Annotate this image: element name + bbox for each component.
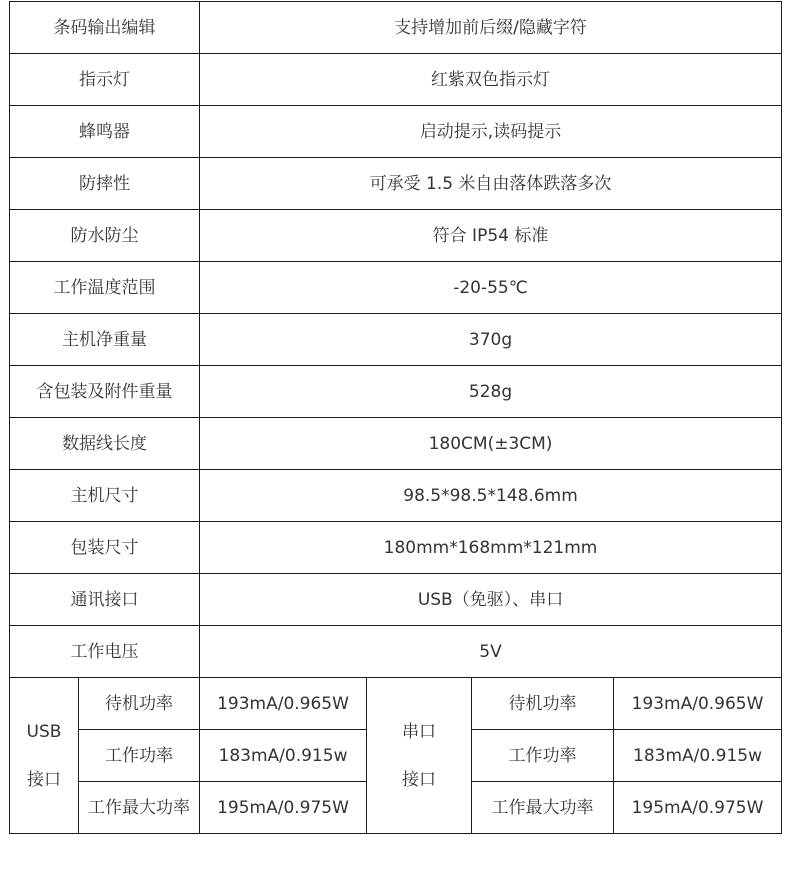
- table-row: [10, 366, 782, 418]
- table-row: [10, 210, 782, 262]
- spec-label: 蜂鸣器: [10, 106, 200, 158]
- table-row: [10, 158, 782, 210]
- spec-label: 防水防尘: [10, 210, 200, 262]
- spec-value: 可承受 1.5 米自由落体跌落多次: [200, 158, 782, 210]
- spec-value: -20-55℃: [200, 262, 782, 314]
- spec-label: 包装尺寸: [10, 522, 200, 574]
- serial-power-value: 193mA/0.965W: [614, 678, 782, 730]
- serial-power-value: 195mA/0.975W: [614, 782, 782, 834]
- usb-interface-group: [10, 678, 79, 834]
- spec-value: 180CM(±3CM): [200, 418, 782, 470]
- table-row: [10, 54, 782, 106]
- spec-value: 370g: [200, 314, 782, 366]
- spec-label: 主机净重量: [10, 314, 200, 366]
- serial-interface-group: [367, 678, 472, 834]
- usb-power-label: 工作最大功率: [79, 782, 200, 834]
- usb-power-value: 195mA/0.975W: [200, 782, 367, 834]
- usb-power-value: 183mA/0.915w: [200, 730, 367, 782]
- spec-label: 工作电压: [10, 626, 200, 678]
- usb-power-label: 工作功率: [79, 730, 200, 782]
- usb-power-value: 193mA/0.965W: [200, 678, 367, 730]
- spec-label: 数据线长度: [10, 418, 200, 470]
- table-row: [10, 574, 782, 626]
- spec-value: 528g: [200, 366, 782, 418]
- usb-group-line1: USB: [26, 721, 62, 742]
- spec-label: 指示灯: [10, 54, 200, 106]
- table-row: [10, 106, 782, 158]
- table-row: [10, 678, 782, 730]
- spec-label: 防摔性: [10, 158, 200, 210]
- serial-power-value: 183mA/0.915w: [614, 730, 782, 782]
- spec-value: 符合 IP54 标准: [200, 210, 782, 262]
- spec-value: 支持增加前后缀/隐藏字符: [200, 2, 782, 54]
- serial-group-line2: 接口: [402, 769, 436, 790]
- serial-group-line1: 串口: [402, 721, 436, 742]
- spec-value: 180mm*168mm*121mm: [200, 522, 782, 574]
- serial-power-label: 工作功率: [472, 730, 614, 782]
- table-row: [10, 314, 782, 366]
- spec-label: 含包装及附件重量: [10, 366, 200, 418]
- spec-value: 98.5*98.5*148.6mm: [200, 470, 782, 522]
- table-row: [10, 470, 782, 522]
- spec-label: 主机尺寸: [10, 470, 200, 522]
- table-row: [10, 262, 782, 314]
- spec-value: 5V: [200, 626, 782, 678]
- spec-table: [9, 1, 782, 834]
- usb-group-line2: 接口: [27, 769, 61, 790]
- spec-value: USB（免驱）、串口: [200, 574, 782, 626]
- table-row: [10, 626, 782, 678]
- table-row: [10, 522, 782, 574]
- usb-power-label: 待机功率: [79, 678, 200, 730]
- spec-value: 红紫双色指示灯: [200, 54, 782, 106]
- table-row: [10, 2, 782, 54]
- spec-label: 工作温度范围: [10, 262, 200, 314]
- spec-label: 通讯接口: [10, 574, 200, 626]
- spec-value: 启动提示,读码提示: [200, 106, 782, 158]
- serial-power-label: 工作最大功率: [472, 782, 614, 834]
- table-row: [10, 418, 782, 470]
- spec-label: 条码输出编辑: [10, 2, 200, 54]
- serial-power-label: 待机功率: [472, 678, 614, 730]
